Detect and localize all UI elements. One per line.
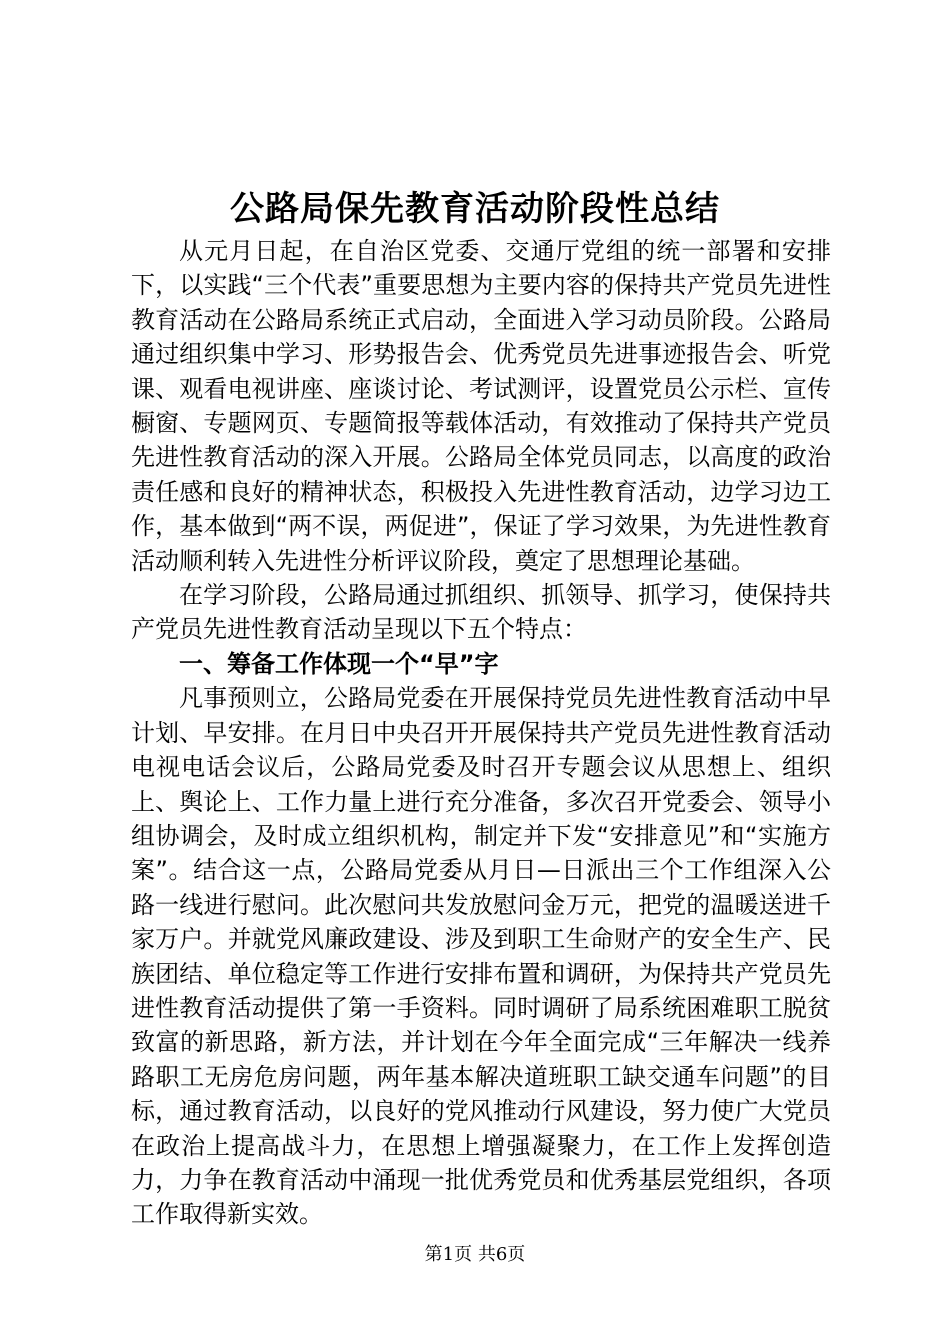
paragraph-intro: 从元月日起，在自治区党委、交通厅党组的统一部署和安排下，以实践“三个代表”重要思想为主要内容的保持共产党员先进性教育活动在公路局系统正式启动，全面进入学习动员阶段。公路局通过组织集中学习、形势报告会、优秀党员先进事迹报告会、听党课、观看电视讲座、座谈讨论、考试测评，设置党员公示栏、宣传橱窗、专题网页、专题简报等载体活动，有效推动了保持共产党员先进性教育活动的深入开展。公路局全体党员同志，以高度的政治责任感和良好的精神状态，积极投入先进性教育活动，边学习边工作，基本做到“两不误，两促进”，保证了学习效果，为先进性教育活动顺利转入先进性分析评议阶段，奠定了思想理论基础。 <box>131 237 831 575</box>
document-body <box>131 234 831 1232</box>
paragraph-preparation: 凡事预则立，公路局党委在开展保持党员先进性教育活动中早计划、早安排。在月日中央召开开展保持共产党员先进性教育活动电视电话会议后，公路局党委及时召开专题会议从思想上、组织上、舆论上、工作力量上进行充分准备，多次召开党委会、领导小组协调会，及时成立组织机构，制定并下发“安排意见”和“实施方案”。结合这一点，公路局党委从月日—日派出三个工作组深入公路一线进行慰问。此次慰问共发放慰问金万元，把党的温暖送进千家万户。并就党风廉政建设、涉及到职工生命财产的安全生产、民族团结、单位稳定等工作进行安排布置和调研，为保持共产党员先进性教育活动提供了第一手资料。同时调研了局系统困难职工脱贫致富的新思路，新方法，并计划在今年全面完成“三年解决一线养路职工无房危房问题，两年基本解决道班职工缺交通车问题”的目标，通过教育活动，以良好的党风推动行风建设，努力使广大党员在政治上提高战斗力，在思想上增强凝聚力，在工作上发挥创造力，力争在教育活动中涌现一批优秀党员和优秀基层党组织，各项工作取得新实效。 <box>131 684 831 1229</box>
document-title: 公路局保先教育活动阶段性总结 <box>230 189 720 229</box>
page-footer: 第1页 共6页 <box>424 1244 526 1265</box>
section-heading-1: 一、筹备工作体现一个“早”字 <box>179 649 499 678</box>
paragraph-features: 在学习阶段，公路局通过抓组织、抓领导、抓学习，使保持共产党员先进性教育活动呈现以下五个特点： <box>131 581 831 644</box>
